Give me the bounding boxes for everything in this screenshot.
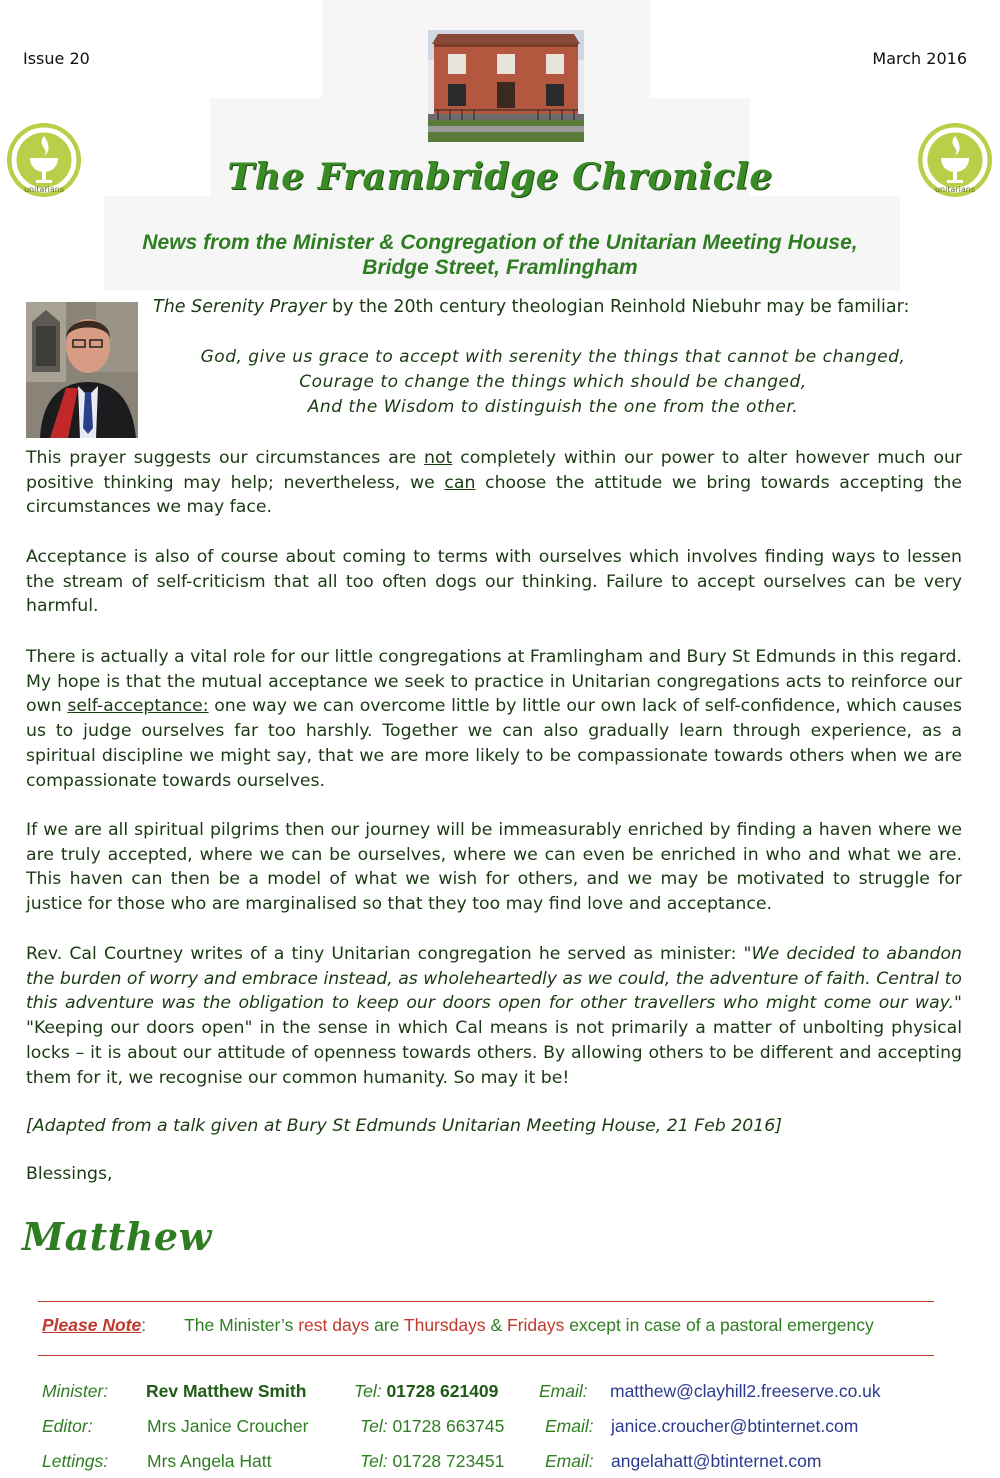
paragraph-2: Acceptance is also of course about coming to terms with ourselves which involves finding ways to lessen the stream of self-criticism that all too often dogs our thinking. Failure to accept ourselves can be very harmful. [26,547,962,617]
paragraph-1-underlined-can: can [444,472,476,493]
paragraph-1-text-c: choose the attitude we bring towards accepting the circumstances we may face. [26,472,962,518]
contact-email-link[interactable]: janice.croucher@btinternet.com [611,1416,859,1436]
footer-divider-top [38,1301,934,1302]
paragraph-1-underlined-not: not [424,448,453,468]
tel-label: Tel: [360,1416,388,1436]
email-label: Email: [545,1451,594,1471]
note-colon: : [141,1315,147,1335]
contact-tel [360,1451,504,1472]
tel-label: Tel: [360,1451,388,1471]
newsletter-subtitle-line1: News from the Minister & Congregation of the Unitarian Meeting House, [142,231,858,254]
note-text-c: except in case of a pastoral emergency [564,1315,874,1335]
note-thursdays: Thursdays [403,1315,486,1335]
contact-name: Mrs Janice Croucher [147,1416,309,1436]
contact-name: Mrs Angela Hatt [147,1451,272,1471]
contact-role: Minister: [42,1381,109,1401]
paragraph-1-text-b: completely within our power to alter however much our positive thinking may help; nevertheless, we [26,448,962,493]
please-note-label: Please Note [42,1315,142,1335]
note-ampersand: & [485,1315,508,1335]
paragraph-1-text-a: This prayer suggests our circumstances are [26,448,424,468]
contact-tel [354,1381,498,1402]
paragraph-3-text-a: There is actually a vital role for our little congregations at Framlingham and Bury St Edmunds in this regard. My hope is that the mutual acceptance we seek to practice in Unitarian congregations acts to reinforce our own [26,647,962,717]
contact-email-link[interactable]: matthew@clayhill2.freeserve.co.uk [610,1381,881,1401]
tel-label: Tel: [354,1381,382,1401]
signature: Matthew [22,1214,212,1259]
email-label: Email: [539,1381,588,1401]
prayer-title: The Serenity Prayer [153,297,327,317]
contact-tel-number: 01728 723451 [392,1451,505,1471]
contact-role: Lettings: [42,1451,109,1471]
contact-tel [360,1416,504,1437]
paragraph-5-text-b: " "Keeping our doors open" in the sense in which Cal means is not primarily a matter of unbolting physical locks – it is about our attitude of openness towards others. By allowing others to be different and accepting them for it, we recognise our common humanity. So may it be! [26,993,962,1088]
talk-credit: [Adapted from a talk given at Bury St Edmunds Unitarian Meeting House, 21 Feb 2016] [26,1116,782,1136]
prayer-line-2: Courage to change the things which should be changed, [299,372,807,392]
paragraph-5-text-a: Rev. Cal Courtney writes of a tiny Unitarian congregation he served as minister: " [26,944,752,964]
note-text-a: The Minister’s [184,1315,299,1335]
newsletter-title: The Frambridge Chronicle [227,156,773,198]
paragraph-3-underlined: self-acceptance: [67,696,209,717]
newsletter-subtitle-line2: Bridge Street, Framlingham [362,256,638,279]
rest-days-note [42,1315,874,1336]
paragraph-5-quote: We decided to abandon the burden of worry and embrace instead, as wholeheartedly as we could, the adventure of faith. Central to this adventure was the obligation to keep our doors open for other travellers who might come our way. [26,944,962,1014]
footer-divider-bottom [38,1355,934,1356]
prayer-line-3: And the Wisdom to distinguish the one from the other. [307,397,799,417]
contact-row-minister [0,1381,1000,1407]
contact-email-link[interactable]: angelahatt@btinternet.com [611,1451,822,1471]
paragraph-3 [26,645,962,793]
note-rest-days: rest days [298,1315,370,1335]
contact-row-lettings [0,1451,1000,1477]
issue-number: Issue 20 [23,49,90,68]
svg-text:unitarians: unitarians [23,185,65,194]
prayer-line-1: God, give us grace to accept with serenity the things that cannot be changed, [200,347,906,367]
contact-name: Rev Matthew Smith [146,1381,307,1401]
closing-blessings: Blessings, [26,1164,113,1184]
contact-row-editor [0,1416,1000,1442]
note-fridays: Fridays [507,1315,565,1335]
paragraph-5 [26,942,962,1090]
paragraph-1 [26,446,962,520]
paragraph-3-text-b: one way we can overcome little by little our own lack of self-confidence, which causes us to judge ourselves far too harshly. Together we can also gradually learn through experience, as a spiritual discipline we might say, that we are more likely to be compassionate towards others when we are compassionate towards ourselves. [26,696,962,791]
contact-tel-number: 01728 621409 [386,1381,499,1401]
contact-role: Editor: [42,1416,93,1436]
prayer-intro-text: by the 20th century theologian Reinhold Niebuhr may be familiar: [326,297,910,317]
note-text-b: are [369,1315,404,1335]
minister-portrait [26,302,138,438]
issue-date: March 2016 [872,49,967,68]
svg-text:unitarians: unitarians [934,185,976,194]
paragraph-4: If we are all spiritual pilgrims then our journey will be immeasurably enriched by finding a haven where we are truly accepted, where we can be ourselves, where we can even be enriched in who and what we are. This haven can then be a model of what we wish for others, and we may be motivated to struggle for justice for those who are marginalised so that they too may find love and acceptance. [26,820,962,915]
contact-tel-number: 01728 663745 [392,1416,505,1436]
email-label: Email: [545,1416,594,1436]
prayer-intro [153,297,953,317]
meeting-house-photo [428,30,584,142]
